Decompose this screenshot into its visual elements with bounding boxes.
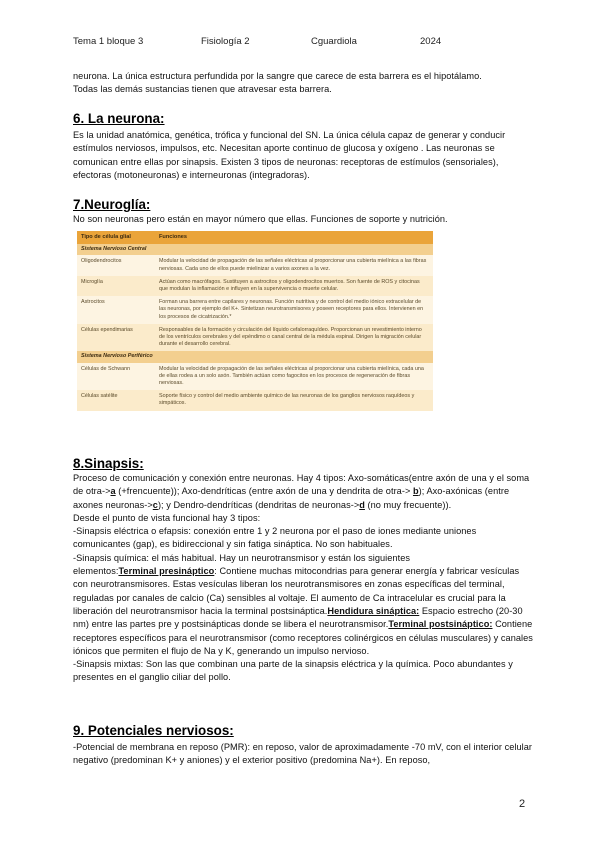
section-6-text: Es la unidad anatómica, genética, trófica y funcional del SN. La única célula capaz de generar y conducir estímulos nerviosos, impulsos, etc. Necesitan aporte continuo de glucosa y oxígeno . Las neuronas se comunican entre ellas por sinapsis. Existen 3 tipos de neuronas: receptoras de estímulos (sensoriales), efectoras (motoneuronas) e interneuronas (integradoras). [73,130,506,180]
intro-line-2: Todas las demás sustancias tienen que atravesar esta barrera. [73,84,332,95]
section-8-title: 8.Sinapsis: [73,456,144,471]
page-number: 2 [519,798,526,810]
table-col-type: Tipo de célula glial [77,231,155,244]
section-6-title: 6. La neurona: [73,111,165,126]
table-row: Células satélite Soporte físico y control del medio ambiente químico de las neuronas de los ganglios nerviosos raquídeos y simpáticos. [77,390,433,410]
mixed-synapse-paragraph: -Sinapsis mixtas: Son las que combinan una parte de la sinapsis eléctrica y la química. Poco abundantes y presentes en el ganglio ciliar del pollo. [73,659,513,683]
header-author: Cguardiola [311,36,357,47]
table-row: Astrocitos Forman una barrera entre capilares y neuronas. Función nutritiva y de control del medio iónico extracelular de las neuronas, por ejemplo del K+. Sintetizan neurotransmisores y poseen receptores para ellos. Intervienen en los procesos de cicatrización.* [77,296,433,324]
electrical-synapse-paragraph: -Sinapsis eléctrica o efapsis: conexión entre 1 y 2 neurona por el paso de iones mediante uniones comunicantes (gap), es bidireccional y sin fatiga sináptica. No son habituales. [73,526,477,550]
section-7-title: 7.Neuroglía: [73,197,151,212]
table-section-cns: Sistema Nervioso Central [77,244,433,255]
chemical-synapse-elements: elementos:Terminal presináptico: Contiene muchas mitocondrias para generar energía y fabricar vesículas con neurotransmisores. Estas vesículas liberan los neurotransmisores en zonas específicas del terminal, reguladas por canales de calcio (Ca) sensibles al voltaje. El aumento de Ca intracelular es crucial para la liberación del neurotransmisor hacia la terminal postsináptica.Hendidura sináptica: Espacio estrecho (20-30 nm) entre las partes pre y postsinápticas donde se libera el neurotransmisor.Terminal postsináptico: Contiene receptores específicos para el neurotransmisor (como receptores colinérgicos en células musculares) y canales iónicos que permiten el flujo de Na y K, generando un impulso nervioso. [73,566,533,656]
table-section-pns: Sistema Nervioso Periférico [77,351,433,362]
section-9-title: 9. Potenciales nerviosos: [73,723,234,738]
table-header-row [77,231,433,244]
section-8-text [73,472,533,685]
functional-types-intro: Desde el punto de vista funcional hay 3 tipos: [73,512,261,523]
header-year: 2024 [420,36,442,47]
table-row: Microglía Actúan como macrófagos. Sustituyen a astrocitos y oligodendrocitos muertos. Son fuente de ROS y citocinas que modulan la inflamación e influyen en la supervivencia o muerte celular. [77,276,433,296]
section-7-text: No son neuronas pero están en mayor número que ellas. Funciones de soporte y nutrición. [73,214,448,224]
chemical-synapse-paragraph: -Sinapsis química: el más habitual. Hay un neurotransmisor y están los siguientes [73,552,411,563]
table-row: Oligodendrocitos Modular la velocidad de propagación de las señales eléctricas al proporcionar una cubierta mielínica a las fibras nerviosas. Cada uno de ellos puede mielinizar a varios axones a la vez. [77,255,433,275]
section-9-text: -Potencial de membrana en reposo (PMR): en reposo, valor de aproximadamente -70 mV, con el interior celular negativo (predominan K+ y aniones) y el exterior positivo (predomina Na+). En reposo, [73,742,532,766]
glia-table [77,231,433,411]
intro-line-1: neurona. La única estructura perfundida por la sangre que carece de esta barrera es el hipotálamo. [73,71,482,81]
table-col-functions: Funciones [155,231,433,244]
header-subject: Fisiología 2 [201,36,250,47]
synapse-types-paragraph: Proceso de comunicación y conexión entre neuronas. Hay 4 tipos: Axo-somáticas(entre axón de una y el soma de otra->a (+frencuente)); Axo-dendríticas (entre axón de una y dendrita de otra-> b); Axo-axónicas (entre axones neuronas->c); y Dendro-dendríticas (dendritas de neuronas->d (no muy frecuente)). [73,473,530,510]
table-row: Células ependimarias Responsables de la formación y circulación del líquido cefalorraquídeo. Proporcionan un revestimiento interno de los ventrículos cerebrales y del epéndimo o canal central de la médula espinal. Dirigen la migración celular durante el desarrollo cerebral. [77,324,433,352]
table-row: Células de Schwann Modular la velocidad de propagación de las señales eléctricas al proporcionar una cubierta mielínica, cada una de ellas rodea a un solo axón. También actúan como fagocitos en los procesos de regeneración de fibras nerviosas. [77,363,433,391]
intro-paragraph [73,70,533,97]
header-topic: Tema 1 bloque 3 [73,36,144,47]
